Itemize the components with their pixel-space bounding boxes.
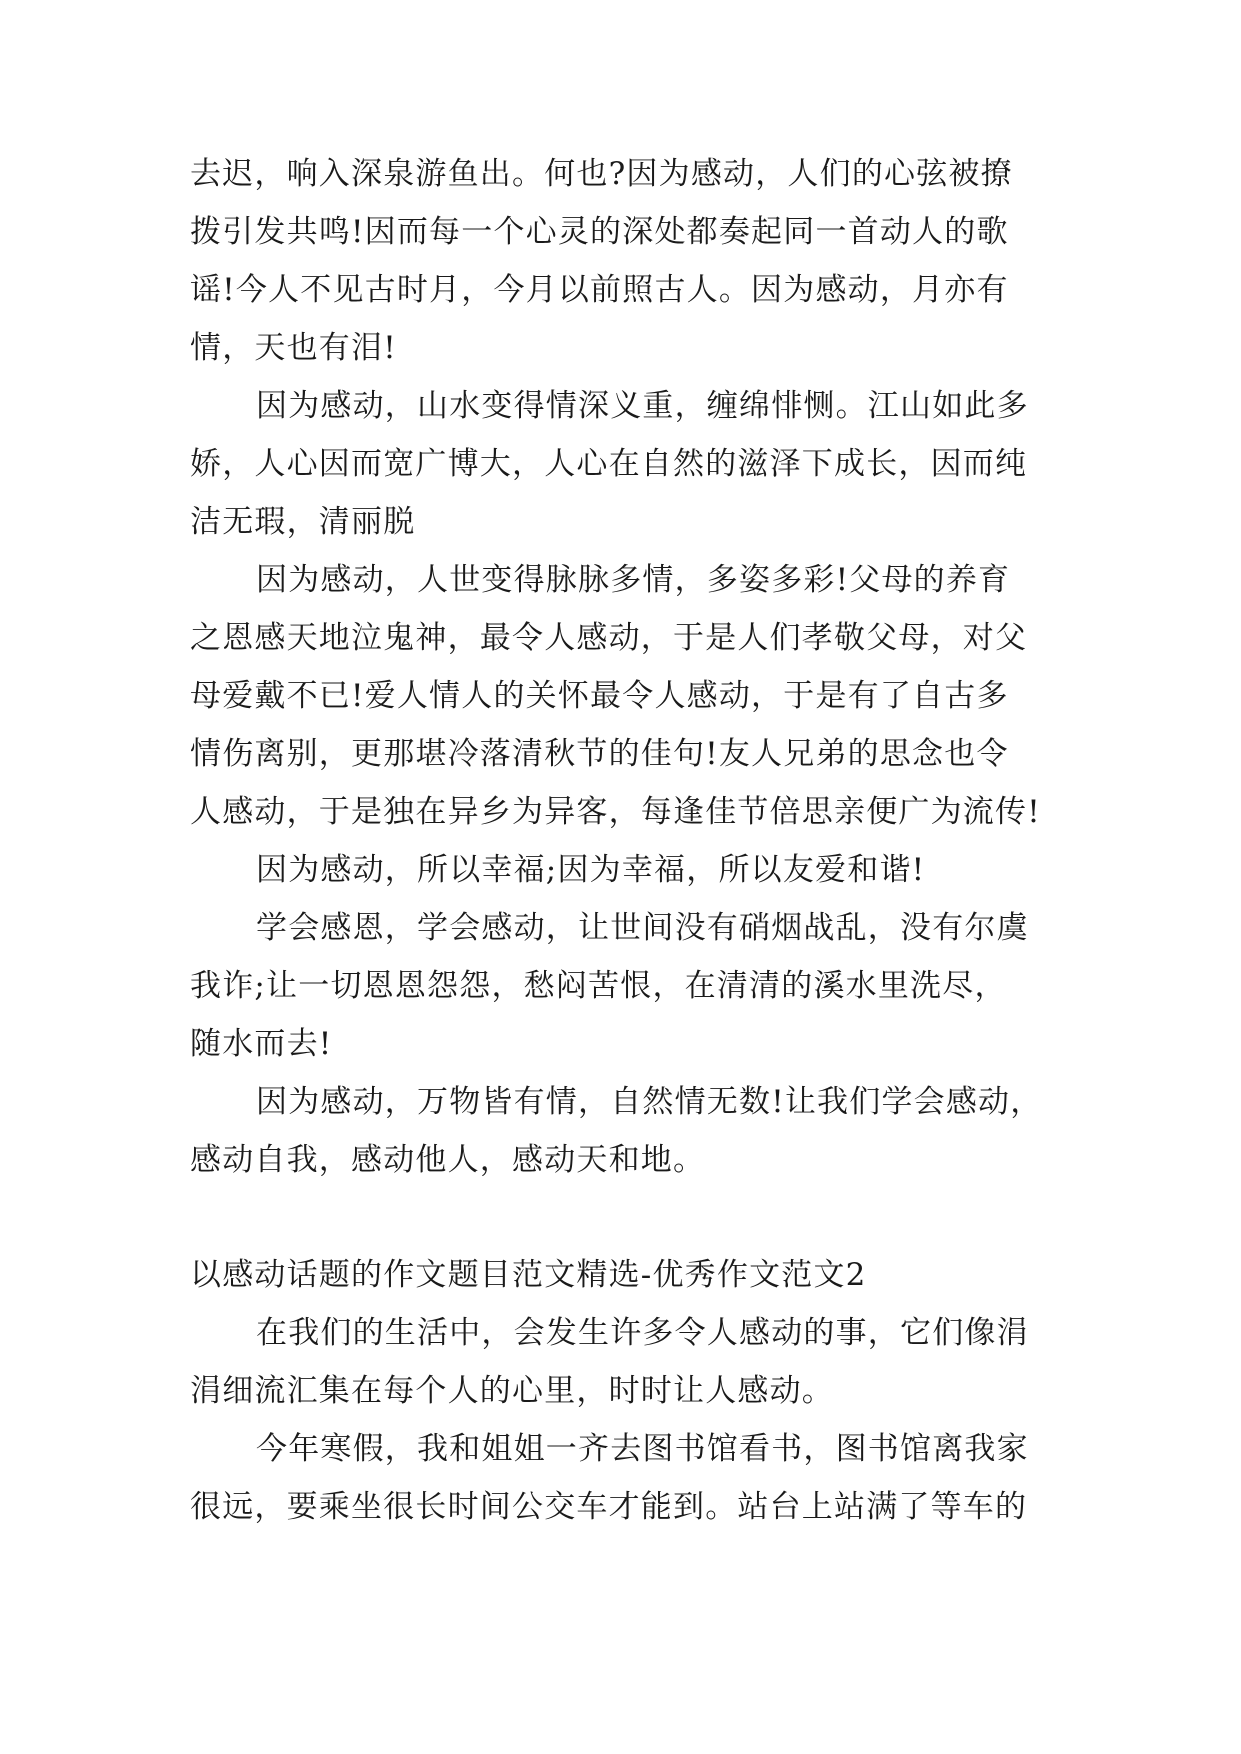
- text-line: 拨引发共鸣!因而每一个心灵的深处都奏起同一首动人的歌: [190, 214, 1009, 250]
- paragraph-first-line: 今年寒假，我和姐姐一齐去图书馆看书，图书馆离我家: [256, 1431, 1029, 1467]
- text-line: 感动自我，感动他人，感动天和地。: [190, 1142, 706, 1178]
- text-line: 情伤离别，更那堪冷落清秋节的佳句!友人兄弟的思念也令: [190, 736, 1009, 772]
- text-line: 涓细流汇集在每个人的心里，时时让人感动。: [190, 1373, 834, 1409]
- paragraph-first-line: 在我们的生活中，会发生许多令人感动的事，它们像涓: [256, 1315, 1029, 1351]
- paragraph-first-line: 因为感动，万物皆有情，自然情无数!让我们学会感动，: [256, 1084, 1043, 1120]
- text-line: 之恩感天地泣鬼神，最令人感动，于是人们孝敬父母，对父: [190, 620, 1028, 656]
- text-line: 随水而去!: [190, 1026, 333, 1062]
- paragraph-first-line: 因为感动，所以幸福;因为幸福，所以友爱和谐!: [256, 852, 926, 888]
- text-line: 情，天也有泪!: [190, 330, 397, 366]
- text-line: 母爱戴不已!爱人情人的关怀最令人感动，于是有了自古多: [190, 678, 1009, 714]
- text-line: 去迟，响入深泉游鱼出。何也?因为感动，人们的心弦被撩: [190, 156, 1013, 192]
- text-line: 很远，要乘坐很长时间公交车才能到。站台上站满了等车的: [190, 1489, 1028, 1525]
- text-line: 人感动，于是独在异乡为异客，每逢佳节倍思亲便广为流传!: [190, 794, 1041, 830]
- paragraph-first-line: 因为感动，山水变得情深义重，缠绵悱恻。江山如此多: [256, 388, 1029, 424]
- text-line: 谣!今人不见古时月，今月以前照古人。因为感动，月亦有: [190, 272, 1009, 308]
- section-heading: 以感动话题的作文题目范文精选-优秀作文范文2: [190, 1257, 867, 1293]
- text-line: 我诈;让一切恩恩怨怨，愁闷苦恨，在清清的溪水里洗尽，: [190, 968, 1007, 1004]
- paragraph-first-line: 学会感恩，学会感动，让世间没有硝烟战乱，没有尔虞: [256, 910, 1029, 946]
- text-line: 洁无瑕，清丽脱: [190, 504, 416, 540]
- paragraph-first-line: 因为感动，人世变得脉脉多情，多姿多彩!父母的养育: [256, 562, 1011, 598]
- text-line: 娇，人心因而宽广博大，人心在自然的滋泽下成长，因而纯: [190, 446, 1028, 482]
